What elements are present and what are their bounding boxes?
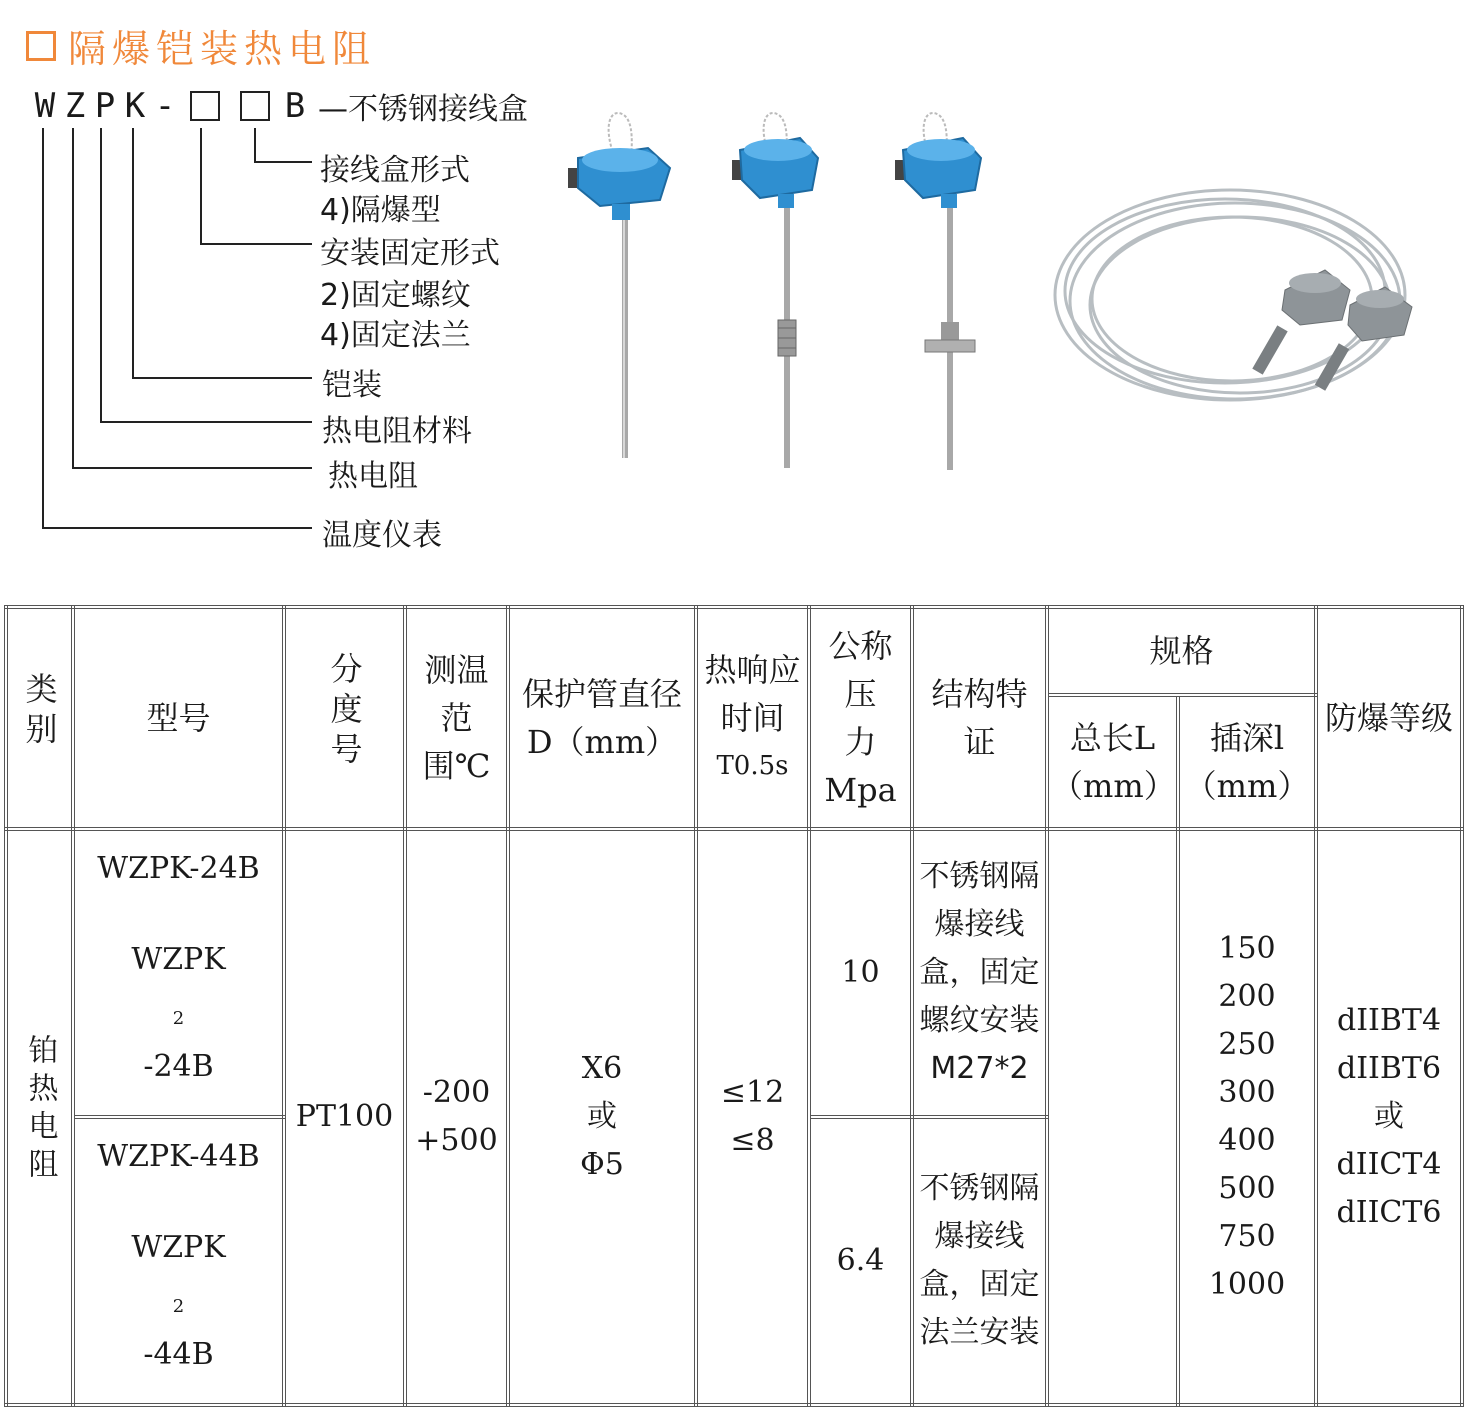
insert-depth-value: 200 — [1218, 979, 1276, 1014]
cell-insert-depth — [1178, 829, 1316, 1405]
cell-models-24b — [73, 829, 284, 1117]
cell-range: -200 +500 — [405, 829, 508, 1405]
label-mount-form: 安装固定形式 — [320, 236, 500, 271]
label-temp-instrument: 温度仪表 — [322, 518, 442, 553]
cell-total-length — [1047, 829, 1178, 1405]
cell-explosion-grade — [1316, 829, 1462, 1405]
insert-depth-value: 750 — [1218, 1219, 1276, 1254]
line-mount — [201, 128, 312, 244]
code-dash: - — [154, 86, 176, 126]
model-wzpk-44b: WZPK-44B — [97, 1139, 260, 1174]
insert-depth-value: 1000 — [1208, 1267, 1286, 1302]
code-letter-z: Z — [64, 86, 86, 126]
header-range: 测温范围℃ — [405, 607, 508, 829]
insert-depth-value: 300 — [1218, 1075, 1276, 1110]
cell-pressure-flange: 6.4 — [809, 1117, 912, 1405]
code-tree-lines — [0, 0, 560, 560]
code-letter-k: K — [124, 86, 146, 126]
header-spec: 规格 — [1047, 607, 1316, 695]
cell-graduation: PT100 — [284, 829, 405, 1405]
header-graduation: 分度号 — [284, 607, 405, 829]
line-rtd — [73, 128, 312, 468]
header-pressure: 公称压 力Mpa — [809, 607, 912, 829]
header-explosion-grade: 防爆等级 — [1316, 607, 1462, 829]
header-total-length: 总长L （mm） — [1047, 695, 1178, 829]
product-image-thread — [720, 108, 850, 468]
cell-structure-flange: 不锈钢隔爆接线盒，固定法兰安装 — [912, 1117, 1047, 1405]
header-structure: 结构特证 — [912, 607, 1047, 829]
header-category: 类别 — [6, 607, 73, 829]
cell-category: 铂热电阻 — [6, 829, 73, 1405]
insert-depth-value: 250 — [1218, 1027, 1276, 1062]
product-image-flange — [885, 108, 1015, 472]
title-text: 隔爆铠装热电阻 — [68, 27, 377, 71]
explosion-grade-value: dIIBT4 — [1336, 1003, 1442, 1038]
spec-table — [4, 605, 1464, 1407]
insert-depth-value: 150 — [1218, 931, 1276, 966]
explosion-grade-value: dIICT4 — [1336, 1147, 1442, 1182]
line-junction — [255, 128, 312, 162]
insert-depth-value: 400 — [1218, 1123, 1276, 1158]
label-mount-option-thread: 2)固定螺纹 — [320, 278, 471, 313]
header-insert-depth: 插深l （mm） — [1178, 695, 1316, 829]
cell-response-time: ≤12 ≤8 — [696, 829, 809, 1405]
code-letter-p: P — [94, 86, 116, 126]
explosion-grade-value: 或 — [1374, 1099, 1405, 1134]
code-letter-b: B — [284, 86, 306, 126]
label-rtd: 热电阻 — [328, 459, 418, 494]
explosion-grade-value: dIICT6 — [1336, 1195, 1442, 1230]
label-junction-box-form: 接线盒形式 — [320, 153, 470, 188]
code-suffix-text: —不锈钢接线盒 — [318, 92, 528, 127]
model-wzpk2-24b: WZPK $_2$ -24B — [131, 942, 226, 1084]
header-model: 型号 — [73, 607, 284, 829]
model-wzpk2-44b: WZPK $_2$ -44B — [131, 1230, 226, 1372]
line-armored — [133, 128, 312, 378]
label-mount-option-flange: 4)固定法兰 — [320, 318, 471, 353]
explosion-grade-value: dIIBT6 — [1336, 1051, 1442, 1086]
label-junction-box-option: 4)隔爆型 — [320, 193, 441, 228]
label-armored: 铠装 — [322, 368, 382, 403]
header-response-time: 热响应 时间 T0.5s — [696, 607, 809, 829]
header-tube-diameter: 保护管直径 D（mm） — [508, 607, 696, 829]
cell-models-44b — [73, 1117, 284, 1405]
insert-depth-value: 500 — [1218, 1171, 1276, 1206]
label-rtd-material: 热电阻材料 — [322, 414, 472, 449]
code-letter-w: W — [34, 86, 56, 126]
product-image-plain — [560, 108, 690, 468]
cell-pressure-thread: 10 — [809, 829, 912, 1117]
model-wzpk-24b: WZPK-24B — [97, 851, 260, 886]
cell-tube-diameter: X6 或 Φ5 — [508, 829, 696, 1405]
product-image-coil — [1050, 175, 1430, 425]
cell-structure-thread: 不锈钢隔爆接线盒，固定螺纹安装M27*2 — [912, 829, 1047, 1117]
